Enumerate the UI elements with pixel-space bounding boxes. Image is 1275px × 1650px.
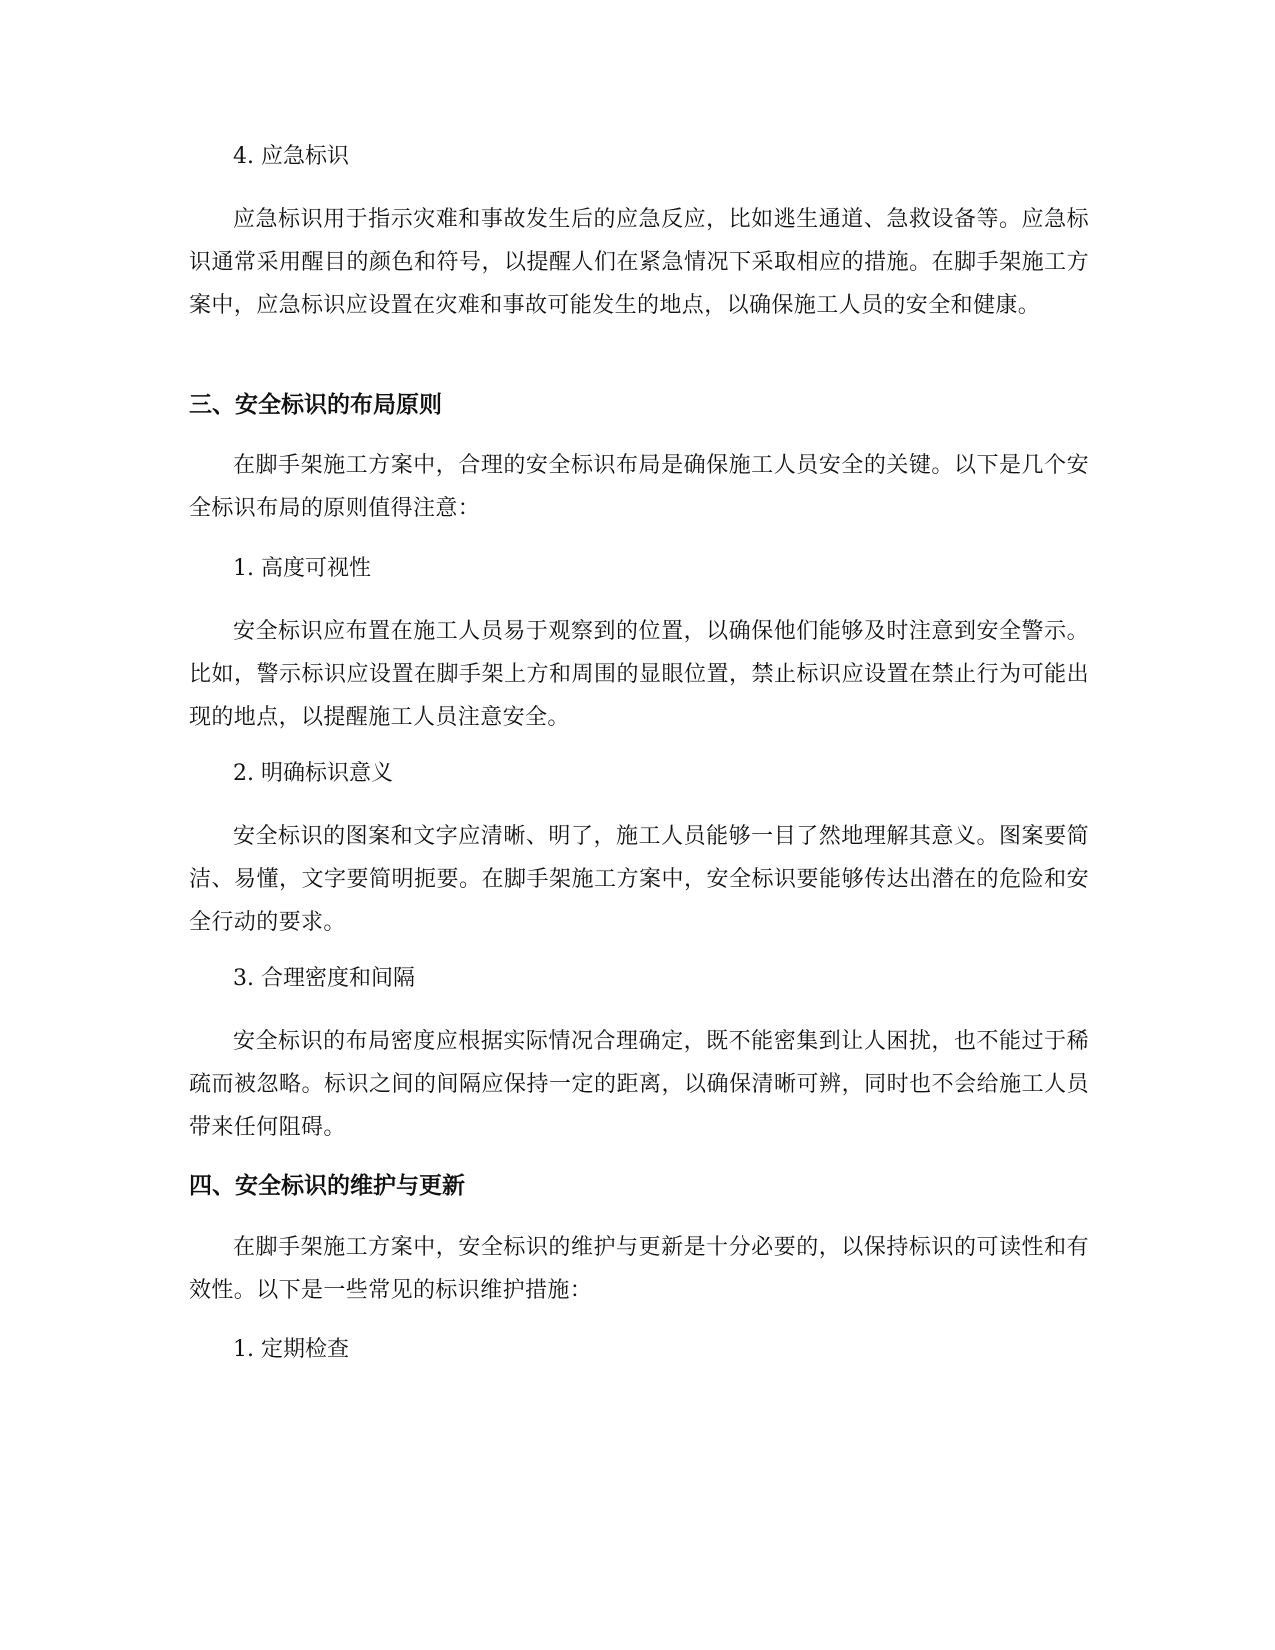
paragraph-emergency-signs: 应急标识用于指示灾难和事故发生后的应急反应，比如逃生通道、急救设备等。应急标识通常采用醒目的颜色和符号，以提醒人们在紧急情况下采取相应的措施。在脚手架施工方案中，应急标识应设置在灾难和事故可能发生的地点，以确保施工人员的安全和健康。 (189, 207, 1089, 318)
list-item-emergency-signs: 4. 应急标识 (233, 144, 349, 169)
list-item-inspection: 1. 定期检查 (233, 1337, 349, 1362)
section-heading-maintenance: 四、安全标识的维护与更新 (189, 1173, 465, 1199)
paragraph-density: 安全标识的布局密度应根据实际情况合理确定，既不能密集到让人困扰，也不能过于稀疏而被忽略。标识之间的间隔应保持一定的距离，以确保清晰可辨，同时也不会给施工人员带来任何阻碍。 (189, 1029, 1089, 1140)
paragraph-visibility: 安全标识应布置在施工人员易于观察到的位置，以确保他们能够及时注意到安全警示。比如，警示标识应设置在脚手架上方和周围的显眼位置，禁止标识应设置在禁止行为可能出现的地点，以提醒施工人员注意安全。 (189, 619, 1089, 730)
list-item-visibility: 1. 高度可视性 (233, 556, 371, 581)
section-heading-layout-principles: 三、安全标识的布局原则 (189, 392, 442, 418)
paragraph-layout-intro: 在脚手架施工方案中，合理的安全标识布局是确保施工人员安全的关键。以下是几个安全标识布局的原则值得注意： (189, 453, 1089, 521)
list-item-meaning: 2. 明确标识意义 (233, 761, 393, 786)
list-item-density: 3. 合理密度和间隔 (233, 966, 415, 991)
paragraph-meaning: 安全标识的图案和文字应清晰、明了，施工人员能够一目了然地理解其意义。图案要简洁、易懂，文字要简明扼要。在脚手架施工方案中，安全标识要能够传达出潜在的危险和安全行动的要求。 (189, 824, 1089, 935)
paragraph-maintenance-intro: 在脚手架施工方案中，安全标识的维护与更新是十分必要的，以保持标识的可读性和有效性。以下是一些常见的标识维护措施： (189, 1235, 1089, 1303)
